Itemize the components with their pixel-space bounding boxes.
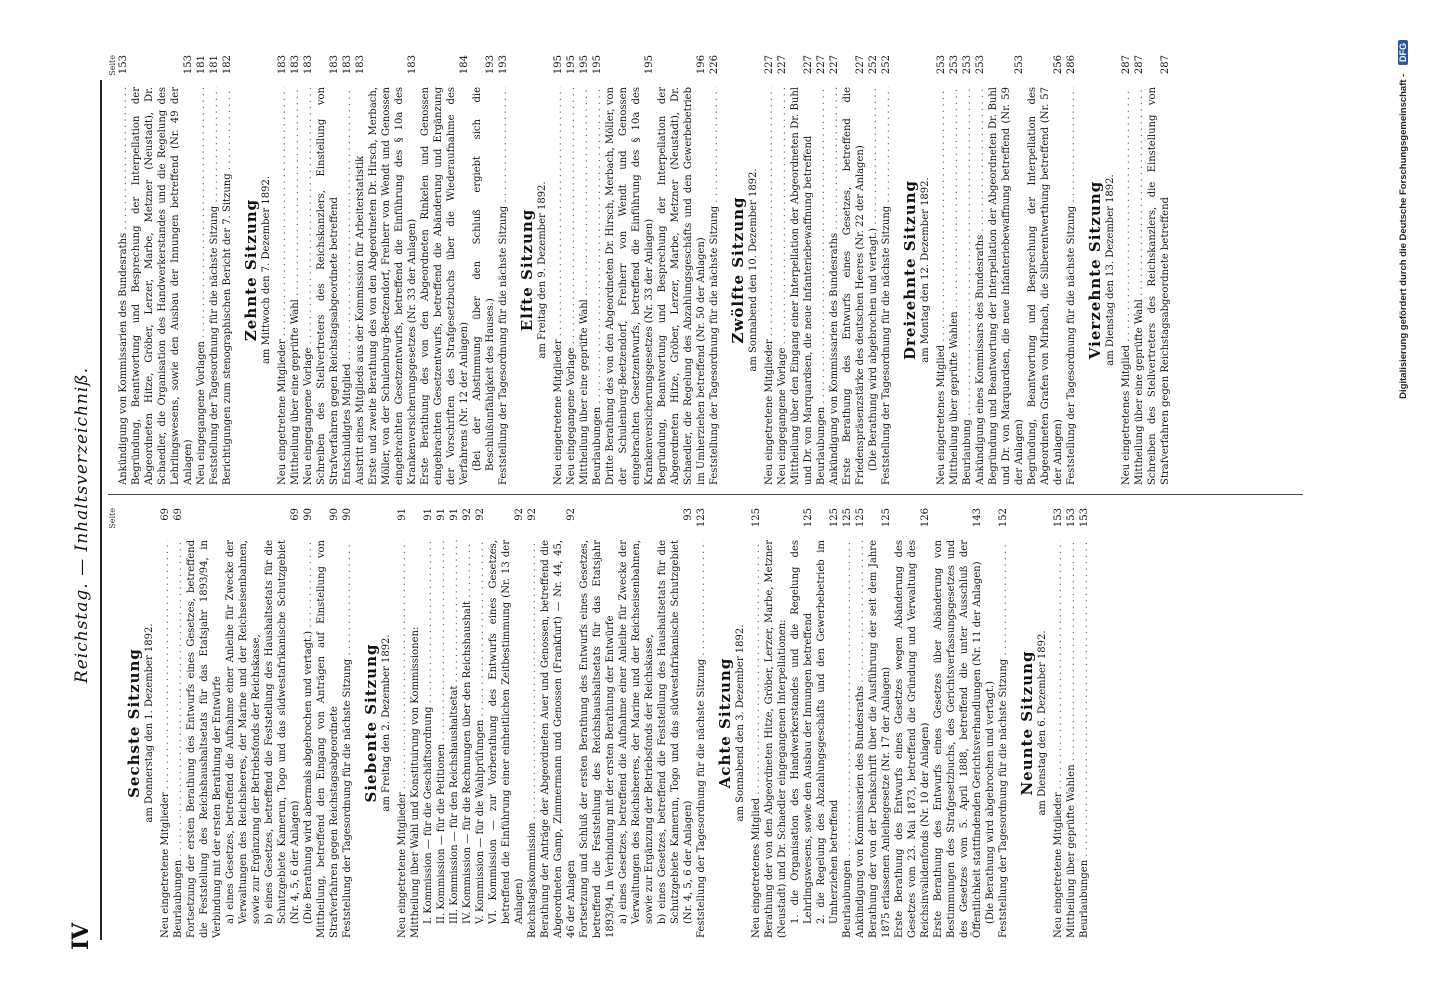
toc-entry-text: Mittheilung über eine geprüfte Wahl . . . [578, 87, 591, 485]
toc-entry [315, 508, 341, 938]
dfg-logo: DFG [1398, 40, 1408, 65]
toc-entry-page: 91 [436, 508, 447, 521]
toc-entry-page: 153 [1079, 508, 1090, 528]
toc-entry-page: 183 [329, 55, 340, 75]
toc-entry [552, 55, 565, 485]
toc-entry-text: Berichtigungen zum stenographischen Bericht der 7. Sitzung . . . [221, 87, 234, 485]
toc-entry [750, 508, 763, 938]
toc-entry-text: II. Kommission — für die Petitionen . . . [435, 540, 448, 938]
digitization-footer [1398, 40, 1409, 960]
toc-entry-text: Mittheilung, betreffend den Eingang von Anträgen auf Einstellung von Strafverfahren gegen Reichstagsabgeordnete [316, 540, 340, 938]
header-rule [100, 80, 102, 940]
toc-entry [604, 55, 656, 485]
toc-entry-text: Neu eingetretene Mitglieder . . . [1052, 540, 1065, 938]
toc-entry-page: 181 [196, 55, 207, 75]
toc-entry [893, 508, 932, 938]
toc-entry [448, 508, 461, 938]
toc-entry-page: 153 [183, 55, 194, 75]
toc-entry-page: 286 [1066, 55, 1077, 75]
toc-entry-page: 253 [962, 55, 973, 75]
toc-entry-text: Begründung, Beantwortung und Besprechung der Interpellation der Abgeordneten Hitze, Gröber, Lerzer, Marbe, Metzner (Neustadt), Dr. Schaedler, die Regelung des Abzahlungsgeschäfts und den Gewerbebetrieb im Umherziehen betreffend (Nr. 50 der Anlagen) [657, 87, 707, 485]
toc-entry-text: Ankündigung eines Kommissars des Bundesraths . . . [974, 87, 987, 485]
toc-entry [341, 55, 354, 485]
toc-entry [997, 508, 1010, 938]
session-title: Elfte Sitzung [518, 208, 536, 332]
toc-entry-page: 195 [579, 55, 590, 75]
toc-entry [1065, 55, 1078, 485]
toc-entry-page: 153 [118, 55, 129, 75]
toc-entry [497, 55, 510, 485]
toc-entry [961, 55, 974, 485]
session-title: Sechste Sitzung [125, 648, 143, 798]
session-section [1018, 508, 1091, 938]
toc-entry-page: 227 [855, 55, 866, 75]
toc-entry-text: Schreiben des Stellvertreters des Reichskanzlers, die Einstellung von Strafverfahren gegen Reichstagsabgeordnete betreffend [1147, 87, 1171, 485]
toc-entry-text: Neu eingetretene Mitglieder . . . [396, 540, 409, 938]
toc-entry [841, 508, 854, 938]
toc-entry-text: Mittheilung über geprüfte Wahlen . . . [1065, 540, 1078, 938]
toc-entry-page: 227 [816, 55, 827, 75]
toc-entry-page: 90 [329, 508, 340, 521]
toc-entry [276, 55, 289, 485]
toc-entry [526, 508, 539, 938]
page-title: Reichstag. — Inhaltsverzeichniß. [72, 366, 92, 684]
toc-entry-text: Schreiben des Stellvertreters des Reichskanzlers, Einstellung von Strafverfahren gegen Reichstagsabgeordnete betreffend [316, 87, 340, 485]
toc-entry [841, 55, 867, 485]
session-section [729, 55, 893, 485]
session-title: Zwölfte Sitzung [729, 196, 747, 344]
toc-entry-text: Beurlaubung . . . [961, 87, 974, 485]
toc-entry-text: Feststellung der Tagesordnung für die nächste Sitzung . . . [497, 87, 510, 485]
toc-entry-text: Erste Berathung des Entwurfs eines Gesetzes wegen Abänderung des Gesetzes vom 23. Mai 1873, betreffend die Gründung und Verwaltung des Reichsinvalidenfonds (Nr. 10 der Anlagen) [894, 540, 931, 938]
toc-entry [948, 55, 961, 485]
toc-entry [578, 508, 617, 938]
toc-entry [1065, 508, 1078, 938]
toc-entry [130, 55, 195, 485]
toc-entry [867, 508, 893, 938]
toc-entry-page: 226 [709, 55, 720, 75]
toc-entry [617, 508, 656, 938]
session-section [901, 55, 1078, 485]
toc-entry [880, 55, 893, 485]
toc-entry-text: (Die Berathung wird abermals abgebrochen und vertagt.) . . . [302, 540, 315, 938]
toc-entry-page: 90 [303, 508, 314, 521]
session-section [117, 55, 234, 485]
toc-entry [208, 55, 221, 485]
toc-entry [461, 508, 474, 938]
toc-entry-text: Beurlaubungen . . . [841, 540, 854, 938]
toc-entry-page: 287 [1134, 55, 1145, 75]
toc-entry-page: 253 [949, 55, 960, 75]
toc-entry-page: 91 [423, 508, 434, 521]
toc-entry-page: 92 [514, 508, 525, 521]
toc-entry-page: 125 [881, 508, 892, 528]
left-column [106, 508, 1091, 938]
toc-entry [539, 508, 578, 938]
toc-entry-page: 153 [1053, 508, 1064, 528]
toc-entry-page: 125 [803, 508, 814, 528]
toc-entry-text: Feststellung der Tagesordnung für die nächste Sitzung . . . [1065, 87, 1078, 485]
toc-entry-page: 123 [696, 508, 707, 528]
toc-entry-text: Erste und zweite Berathung des von den Abgeordneten Dr. Hirsch, Merbach, Möller, von der Schulenburg-Beetzendorf, Freiherr von Wendt und Genossen eingebrachten Gesetzentwurfs, betreffend die Einführung des § 10a des Krankenversicherungsgesetzes (Nr. 33 der Anlagen) [368, 87, 418, 485]
toc-entry-text: b) eines Gesetzes, betreffend die Feststellung des Haushaltsetats für die Schutzgebiete Kamerun, Togo und das südwestafrikanische Schutzgebiet (Nr. 4, 5, 6 der Anlagen) [264, 540, 301, 924]
toc-entry-page: 252 [881, 55, 892, 75]
toc-entry [789, 508, 815, 938]
toc-entry-text: Dritte Berathung des von den Abgeordneten Dr. Hirsch, Merbach, Möller, von der Schulenburg-Beetzendorf, Freiherr von Wendt und Genossen eingebrachten Gesetzentwurfs, betreffend die Einführung des § 10a des Krankenversicherungsgesetzes (Nr. 33 der Anlagen) [605, 87, 655, 485]
toc-entry-text: Neu eingegangene Vorlagen . . . [195, 87, 208, 485]
toc-entry-page: 69 [290, 508, 301, 521]
toc-entry-text: Beurlaubungen . . . [591, 87, 604, 485]
toc-entry [815, 55, 828, 485]
page-number: IV [68, 922, 94, 950]
toc-entry [854, 508, 867, 938]
toc-entry-text: Reichstagskommission . . . [526, 540, 539, 938]
toc-entry-text: Fortsetzung der ersten Berathung des Entwurfs eines Gesetzes, betreffend die Feststellung des Reichshaushaltsetats für das Etatsjahr 1893/94, in Verbindung mit der ersten Berathung der Entwürfe [186, 540, 223, 938]
session-title: Dreizehnte Sitzung [901, 180, 919, 360]
toc-entry-page: 69 [160, 508, 171, 521]
toc-entry-page: 183 [290, 55, 301, 75]
toc-entry-page: 287 [1160, 55, 1171, 75]
toc-entry-text: (Bei der Abstimmung über den Schluß ergiebt sich die Beschlußunfähigkeit des Hauses.) [472, 87, 496, 471]
toc-entry-text: Erste Berathung des Entwurfs eines Gesetzes über Abänderung von Bestimmungen des Strafgesetzbuchs, des Gerichtsverfassungsgesetzes und des Gesetzes vom 5. April 1888, betreffend die unter Ausschluß der Öffentlichkeit stattfindenden Gerichtsverhandlungen (Nr. 11 der Anlagen) [933, 540, 983, 938]
toc-entry-page: 195 [592, 55, 603, 75]
toc-entry [828, 55, 841, 485]
toc-entry-text: Neu eingetretene Mitglieder . . . [763, 87, 776, 485]
toc-entry-page: 227 [829, 55, 840, 75]
toc-entry-page: 125 [829, 508, 840, 528]
toc-entry-text: Feststellung der Tagesordnung für die nächste Sitzung . . . [997, 540, 1010, 938]
toc-entry [263, 508, 302, 938]
toc-entry [224, 508, 263, 938]
toc-entry [435, 508, 448, 938]
toc-entry-page: 182 [222, 55, 233, 75]
toc-entry-text: Berathung der von der Denkschrift über die Ausführung der seit dem Jahre 1875 erlassenen Anleihegesetze (Nr. 17 der Anlagen) [868, 540, 892, 938]
toc-entry [578, 55, 591, 485]
toc-entry [195, 55, 208, 485]
toc-entry-page: 287 [1121, 55, 1132, 75]
toc-entry-text: Neu eingetretenes Mitglied . . . [750, 540, 763, 938]
toc-entry-text: Begründung, Beantwortung und Besprechung der Interpellation des Abgeordneten Grafen von Mirbach, die Silberentwerthung betreffend (Nr. 57 der Anlagen) [1027, 87, 1064, 485]
session-section [362, 508, 708, 938]
toc-entry-text: V. Kommission — für die Wahlprüfungen . . . [474, 540, 487, 938]
toc-entry-text: IV. Kommission — für die Rechnungen über den Reichshaushalt . . . [461, 540, 474, 938]
toc-entry [409, 508, 422, 938]
toc-entry-text: Neu eingetretene Mitglieder . . . [552, 87, 565, 485]
toc-entry [487, 508, 526, 938]
toc-entry [763, 508, 789, 938]
toc-entry-text: Neu eingetretenes Mitglied . . . [935, 87, 948, 485]
session-date: am Sonnabend den 3. Dezember 1892. [735, 624, 746, 822]
toc-entry-text: Erste Berathung des Entwurfs eines Gesetzes, betreffend die Friedenspräsenzstärke des deutschen Heeres (Nr. 22 der Anlagen) [842, 87, 866, 485]
toc-entry [367, 55, 419, 485]
toc-entry-text: VI. Kommission — zur Vorberathung des Entwurfs eines Gesetzes, betreffend die Einführung einer einheitlichen Zeitbestimmung (Nr. 13 der Anlagen) [488, 540, 525, 924]
session-date: am Freitag den 9. Dezember 1892. [537, 181, 548, 359]
toc-entry-page: 195 [644, 55, 655, 75]
toc-entry-text: Feststellung der Tagesordnung für die nächste Sitzung . . . [341, 540, 354, 938]
toc-entry [471, 55, 497, 485]
toc-entry-text: Neu eingetretene Mitglieder . . . [159, 540, 172, 938]
session-date: am Sonnabend den 10. Dezember 1892. [748, 168, 759, 372]
session-date: am Mittwoch den 7. Dezember 1892. [261, 175, 272, 365]
toc-entry-page: 153 [1066, 508, 1077, 528]
toc-entry-text: III. Kommission — für den Reichshaushaltsetat . . . [448, 540, 461, 938]
toc-entry [1078, 508, 1091, 938]
toc-entry [315, 55, 341, 485]
toc-entry [656, 508, 695, 938]
toc-entry-page: 90 [342, 508, 353, 521]
session-title: Siebente Sitzung [362, 643, 380, 803]
session-date: am Montag den 12. Dezember 1892. [920, 177, 931, 363]
toc-entry [474, 508, 487, 938]
session-section [125, 508, 354, 938]
toc-entry-text: Fortsetzung und Schluß der ersten Berathung des Entwurfs eines Gesetzes, betreffend die Feststellung des Reichshaushaltsetats für das Etatsjahr 1893/94, in Verbindung mit der ersten Berathung der Entwürfe [579, 540, 616, 938]
session-section [242, 55, 510, 485]
toc-entry-text: Ankündigung von Kommissarien des Bundesraths . . . [854, 540, 867, 938]
toc-entry-text: (Die Berathung wird abgebrochen und vertagt.) . . . [867, 87, 880, 485]
toc-entry [185, 508, 224, 938]
toc-entry-page: 196 [696, 55, 707, 75]
toc-entry-page: 183 [407, 55, 418, 75]
toc-entry [354, 55, 367, 485]
session-title: Neunte Sitzung [1018, 650, 1036, 796]
toc-entry-page: 227 [764, 55, 775, 75]
toc-entry-text: a) eines Gesetzes, betreffend die Aufnahme einer Anleihe für Zwecke der Verwaltungen des Reichsheeres, der Marine und der Reichseisenbahnen, sowie zur Ergänzung der Betriebsfonds der Reichskasse, [225, 540, 262, 924]
session-date: am Freitag den 2. Dezember 1892. [381, 634, 392, 812]
toc-entry [695, 508, 708, 938]
toc-entry [656, 55, 708, 485]
toc-entry [867, 55, 880, 485]
toc-entry-page: 125 [751, 508, 762, 528]
toc-entry-text: Neu eingegangene Vorlage . . . [776, 87, 789, 485]
session-title: Achte Sitzung [716, 657, 734, 789]
toc-entry-text: (Die Berathung wird abgebrochen und vertagt.) [985, 680, 996, 924]
toc-entry-page: 227 [777, 55, 788, 75]
toc-entry-text: Feststellung der Tagesordnung für die nächste Sitzung . . . [208, 87, 221, 485]
toc-entry-page: 126 [920, 508, 931, 528]
toc-entry [117, 55, 130, 485]
toc-entry [935, 55, 948, 485]
session-section [518, 55, 721, 485]
toc-entry [172, 508, 185, 938]
toc-entry [1146, 55, 1172, 485]
right-column [106, 55, 1172, 485]
toc-entry [974, 55, 987, 485]
toc-entry [302, 55, 315, 485]
toc-entry-text: Berathung der von den Abgeordneten Hitze, Gröber, Lerzer, Marbe, Metzner (Neustadt) und Dr. Schaedler eingegangenen Interpellationen: [764, 540, 788, 938]
toc-entry [341, 508, 354, 938]
toc-entry-page: 181 [209, 55, 220, 75]
toc-entry-text: Mittheilung über den Eingang einer Interpellation der Abgeordneten Dr. Buhl und Dr. von Marquardsen, die neue Infanteriebewaffnung betreffend [790, 87, 814, 485]
toc-entry [159, 508, 172, 938]
toc-entry-page: 91 [449, 508, 460, 521]
session-date: am Donnerstag den 1. Dezember 1892. [144, 623, 155, 823]
toc-entry-text: 1. die Organisation des Handwerkerstandes und die Regelung des Lehrlingswesens, sowie den Ausbau der Innungen betreffend [790, 540, 814, 924]
session-title: Vierzehnte Sitzung [1086, 180, 1104, 360]
toc-entry-text: Ankündigung von Kommissarien des Bundesraths . . . [828, 87, 841, 485]
toc-entry-page: 253 [975, 55, 986, 75]
toc-entry-text: Erste Berathung des von den Abgeordneten Rinkelen und Genossen eingebrachten Gesetzentwurfs, betreffend die Abänderung und Ergänzung der Vorschriften des Strafgesetzbuchs über die Wiederaufnahme des Verfahrens (Nr. 12 der Anlagen) [420, 87, 470, 485]
toc-entry-page: 183 [277, 55, 288, 75]
toc-entry-text: Beurlaubungen . . . [815, 87, 828, 485]
toc-entry [1120, 55, 1133, 485]
column-page-label: Seite [108, 508, 117, 529]
toc-entry [591, 55, 604, 485]
toc-entry-page: 183 [342, 55, 353, 75]
toc-entry [419, 55, 471, 485]
toc-entry-text: Mittheilung über geprüfte Wahlen . . . [948, 87, 961, 485]
toc-entry-page: 184 [459, 55, 470, 75]
toc-entry-page: 183 [355, 55, 366, 75]
toc-entry-text: Berathung der Anträge der Abgeordneten Auer und Genossen, betreffend die Abgeordneten Gamp, Zimmermann und Genossen (Frankfurt) — Nr. 44, 45, 46 der Anlagen [540, 540, 577, 938]
toc-entry [1026, 55, 1065, 485]
session-section [716, 508, 1010, 938]
toc-entry [302, 508, 315, 938]
toc-entry [221, 55, 234, 485]
toc-entry-text: Beurlaubungen . . . [1078, 540, 1091, 938]
toc-entry [932, 508, 984, 938]
toc-entry-text: b) eines Gesetzes, betreffend die Feststellung des Haushaltsetats für die Schutzgebiete Kamerun, Togo und das südwestafrikanische Schutzgebiet (Nr. 4, 5, 6 der Anlagen) [657, 540, 694, 924]
toc-entry-text: Begründung und Beantwortung der Interpellation der Abgeordneten Dr. Buhl und Dr. von Marquardsen, die neue Infanteriebewaffnung betreffend (Nr. 59 der Anlagen) [988, 87, 1025, 485]
toc-entry [1052, 508, 1065, 938]
toc-entry [815, 508, 841, 938]
toc-entry [776, 55, 789, 485]
session-date: am Dienstag den 6. Dezember 1892. [1037, 630, 1048, 816]
toc-entry-page: 195 [566, 55, 577, 75]
toc-entry-page: 256 [1053, 55, 1064, 75]
digitization-notice: Digitalisierung gefördert durch die Deutsche Forschungsgemeinschaft - [1398, 73, 1409, 399]
toc-entry-text: Mittheilung über eine geprüfte Wahl . . . [289, 87, 302, 485]
column-page-label: Seite [108, 55, 117, 76]
toc-entry-page: 252 [868, 55, 879, 75]
toc-entry-text: Neu eingetretene Mitglieder . . . [276, 87, 289, 485]
toc-entry-text: Austritt eines Mitglieds aus der Kommission für Arbeiterstatistik [355, 155, 366, 485]
column-divider [108, 494, 1303, 495]
toc-entry-page: 152 [998, 508, 1009, 528]
toc-entry-text: Mittheilung über eine geprüfte Wahl . . . [1133, 87, 1146, 485]
toc-entry-page: 193 [498, 55, 509, 75]
toc-entry [1133, 55, 1146, 485]
toc-entry-text: Mittheilung über Wahl und Konstituirung von Kommissionen: [410, 626, 421, 938]
toc-entry [422, 508, 435, 938]
page-header [62, 90, 102, 960]
toc-entry-page: 125 [842, 508, 853, 528]
toc-entry-text: Begründung, Beantwortung und Besprechung der Interpellation der Abgeordneten Hitze, Gröber, Lerzer, Marbe, Metzner (Neustadt), Dr. Schaedler, die Organisation des Handwerkerstandes und die Regelung des Lehrlingswesens, sowie den Ausbau der Innungen betreffend (Nr. 49 der Anlagen) [131, 87, 194, 485]
toc-entry-text: I. Kommission — für die Geschäftsordnung . . . [422, 540, 435, 938]
toc-entry-page: 193 [485, 55, 496, 75]
toc-entry [789, 55, 815, 485]
toc-entry [396, 508, 409, 938]
toc-entry-text: Entschuldigtes Mitglied . . . [341, 87, 354, 485]
toc-entry [763, 55, 776, 485]
toc-entry-page: 143 [972, 508, 983, 528]
toc-entry-page: 93 [683, 508, 694, 521]
toc-entry-page: 92 [566, 508, 577, 521]
toc-entry-page: 253 [936, 55, 947, 75]
toc-entry-page: 125 [855, 508, 866, 528]
session-title: Zehnte Sitzung [242, 198, 260, 342]
session-section [1086, 55, 1172, 485]
toc-entry-page: 92 [462, 508, 473, 521]
toc-entry-text: a) eines Gesetzes, betreffend die Aufnahme einer Anleihe für Zwecke der Verwaltungen des Reichsheeres, der Marine und der Reichseisenbahnen, sowie zur Ergänzung der Betriebsfonds der Reichskasse, [618, 540, 655, 924]
toc-entry-text: Ankündigung von Kommissarien des Bundesraths . . . [117, 87, 130, 485]
toc-entry-text: Feststellung der Tagesordnung für die nächste Sitzung . . . [708, 87, 721, 485]
toc-entry [565, 55, 578, 485]
toc-entry-page: 253 [1014, 55, 1025, 75]
toc-entry-page: 91 [397, 508, 408, 521]
toc-entry [987, 55, 1026, 485]
toc-entry-page: 195 [553, 55, 564, 75]
toc-entry [984, 508, 997, 938]
toc-entry-page: 92 [475, 508, 486, 521]
toc-entry [708, 55, 721, 485]
toc-entry-text: Neu eingegangene Vorlage . . . [302, 87, 315, 485]
toc-entry-text: Feststellung der Tagesordnung für die nächste Sitzung . . . [695, 540, 708, 938]
toc-entry-text: Beurlaubungen . . . [172, 540, 185, 938]
session-date: am Dienstag den 13. Dezember 1892. [1105, 174, 1116, 366]
toc-entry-text: Feststellung der Tagesordnung für die nächste Sitzung . . . [880, 87, 893, 485]
toc-entry [289, 55, 302, 485]
toc-entry-page: 92 [527, 508, 538, 521]
toc-entry-text: Neu eingetretenes Mitglied . . . [1120, 87, 1133, 485]
toc-entry-text: Neu eingegangene Vorlage . . . [565, 87, 578, 485]
toc-entry-page: 183 [303, 55, 314, 75]
toc-entry-page: 69 [173, 508, 184, 521]
toc-entry-text: 2. die Regelung des Abzahlungsgeschäfts und den Gewerbebetrieb im Umherziehen betreffend [816, 540, 840, 924]
toc-entry-page: 227 [803, 55, 814, 75]
